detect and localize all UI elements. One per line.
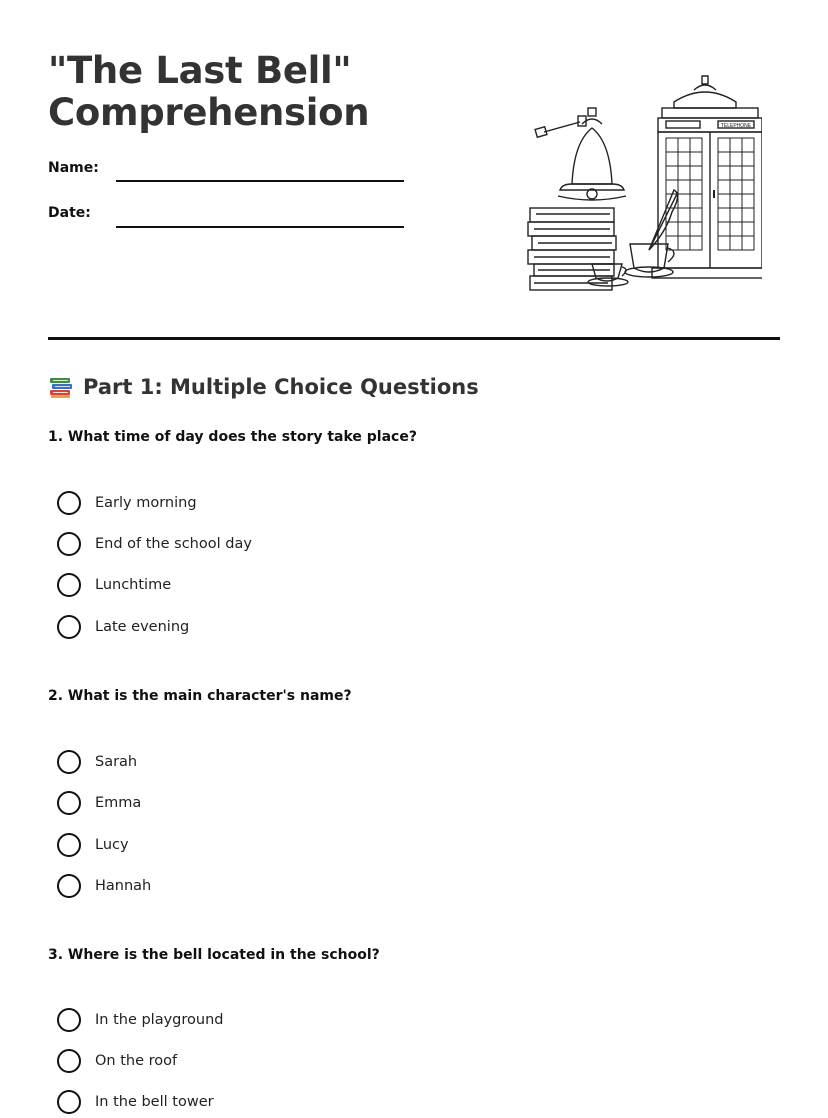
radio-button[interactable]: [57, 1049, 81, 1073]
worksheet-title: [48, 50, 369, 134]
q2-option-1[interactable]: [57, 749, 137, 775]
option-label: In the bell tower: [95, 1094, 214, 1110]
name-write-line[interactable]: [116, 180, 404, 182]
option-label: On the roof: [95, 1053, 178, 1069]
q3-option-1[interactable]: [57, 1007, 223, 1033]
bell-hammer-icon: [535, 116, 586, 137]
q1-option-1[interactable]: [57, 490, 197, 516]
date-label: Date:: [48, 205, 91, 221]
radio-button[interactable]: [57, 532, 81, 556]
question-2: 2. What is the main character's name?: [48, 688, 352, 704]
q1-option-4[interactable]: [57, 614, 189, 640]
option-label: Early morning: [95, 495, 197, 511]
radio-button[interactable]: [57, 615, 81, 639]
quill-and-cup-icon: [625, 190, 678, 277]
option-label: Lunchtime: [95, 577, 172, 593]
option-label: Late evening: [95, 619, 190, 635]
radio-button[interactable]: [57, 833, 81, 857]
name-label: Name:: [48, 160, 99, 176]
title-line-2: Comprehension: [48, 91, 370, 134]
q2-option-3[interactable]: [57, 832, 129, 858]
q2-option-2[interactable]: [57, 790, 141, 816]
title-line-1: "The Last Bell": [48, 49, 352, 92]
option-label: Lucy: [95, 837, 129, 853]
q1-option-2[interactable]: [57, 531, 252, 557]
radio-button[interactable]: [57, 491, 81, 515]
q1-option-3[interactable]: [57, 572, 171, 598]
radio-button[interactable]: [57, 750, 81, 774]
radio-button[interactable]: [57, 1090, 81, 1114]
option-label: Hannah: [95, 878, 152, 894]
section-divider: [48, 337, 780, 340]
option-label: Sarah: [95, 754, 138, 770]
booth-sign-text: TELEPHONE: [720, 123, 752, 129]
option-label: Emma: [95, 795, 142, 811]
books-icon: [48, 374, 74, 400]
bell-books-phonebooth-illustration: [522, 72, 762, 298]
q3-option-2[interactable]: [57, 1048, 177, 1074]
q3-option-3[interactable]: [57, 1089, 214, 1115]
date-write-line[interactable]: [116, 226, 404, 228]
question-1: 1. What time of day does the story take place?: [48, 429, 417, 445]
part-1-heading-text: Part 1: Multiple Choice Questions: [83, 375, 479, 399]
q2-option-4[interactable]: [57, 873, 151, 899]
option-label: End of the school day: [95, 536, 252, 552]
radio-button[interactable]: [57, 573, 81, 597]
radio-button[interactable]: [57, 874, 81, 898]
option-label: In the playground: [95, 1012, 224, 1028]
radio-button[interactable]: [57, 791, 81, 815]
part-1-heading: [48, 374, 479, 400]
bell-icon: [558, 108, 626, 200]
radio-button[interactable]: [57, 1008, 81, 1032]
question-3: 3. Where is the bell located in the school?: [48, 947, 380, 963]
